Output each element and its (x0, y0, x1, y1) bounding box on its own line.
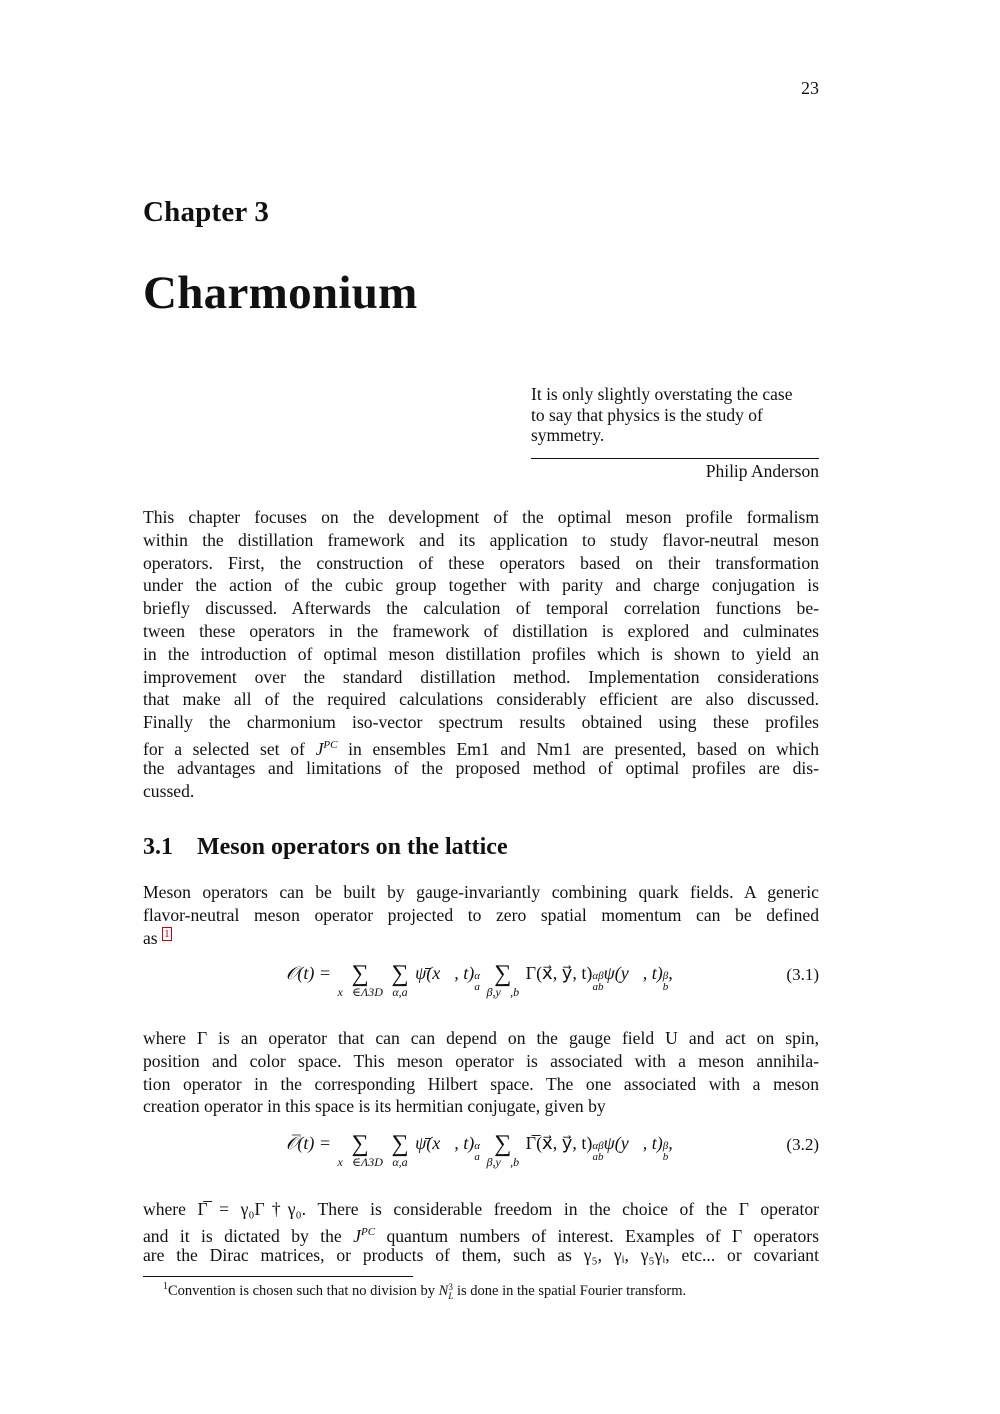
sum-symbol: ∑ α,a (391, 961, 409, 999)
section-title: Meson operators on the lattice (197, 834, 508, 860)
index-bottom: b (662, 981, 669, 993)
section-number: 3.1 (143, 834, 173, 860)
paragraph-line: for a selected set of $J^{PC}$ in ensembles Em1 and Nm1 are presented, based on which (143, 738, 820, 759)
epigraph-line: symmetry. (531, 425, 605, 445)
psibar-term: ψ̄(x⃗, t) (415, 963, 475, 983)
equation-body (286, 963, 673, 999)
footnote-mark: 1 (163, 1281, 168, 1292)
paragraph-line: the advantages and limitations of the proposed method of optimal profiles are dis- (143, 757, 819, 778)
paragraph-line: flavor-neutral meson operator projected to zero spatial momentum can be defined (143, 904, 819, 925)
index-top: αβ (592, 970, 604, 982)
index-top: α (474, 1140, 481, 1152)
index-bottom: b (662, 1151, 669, 1163)
paragraph-line: tion operator in the corresponding Hilbert space. The one associated with a meson (143, 1073, 819, 1094)
chapter-label: Chapter 3 (143, 196, 270, 228)
paragraph-line: improvement over the standard distillation method. Implementation considerations (143, 666, 819, 687)
paragraph-line: creation operator in this space is its hermitian conjugate, given by (143, 1096, 606, 1117)
footnote-text: Convention is chosen such that no division by N 3 L is done in the spatial Fourier transform. (168, 1281, 687, 1301)
section-heading (143, 834, 508, 861)
sum-symbol: ∑ β,y⃗,b (486, 1131, 520, 1169)
sum-subscript: α,a (392, 1155, 408, 1169)
sum-subscript: x⃗∈Λ3D (337, 985, 383, 999)
index-bottom: ab (592, 981, 604, 993)
index-bottom: a (474, 1151, 480, 1163)
page-number: 23 (801, 78, 819, 98)
sum-subscript: α,a (392, 985, 408, 999)
epigraph-rule (531, 458, 819, 459)
paragraph-line: Meson operators can be built by gauge-invariantly combining quark fields. A generic (143, 882, 819, 902)
epigraph-line: to say that physics is the study of (531, 404, 763, 425)
index-top: β (662, 970, 669, 982)
psi-term: ψ(y⃗, t) (603, 1133, 663, 1153)
index-stack (474, 971, 480, 993)
index-top: α (474, 970, 481, 982)
paragraph-line: operators. First, the construction of these operators based on their transformation (143, 552, 819, 573)
index-top: αβ (592, 1140, 604, 1152)
sum-symbol: ∑ α,a (391, 1131, 409, 1169)
index-top: β (662, 1140, 669, 1152)
equation-number: (3.1) (786, 965, 819, 984)
paragraph-text: as (143, 927, 158, 948)
psi-term: ψ(y⃗, t) (603, 963, 663, 983)
gamma-term: Γ̅(x⃗, y⃗, t) (525, 1133, 593, 1153)
paragraph-line: briefly discussed. Afterwards the calculation of temporal correlation functions be- (143, 598, 819, 619)
paragraph-line: in the introduction of optimal meson distillation profiles which is shown to yield an (143, 643, 819, 664)
sum-subscript: x⃗∈Λ3D (337, 1155, 383, 1169)
sum-symbol: ∑ β,y⃗,b (486, 961, 520, 999)
paragraph-line: that make all of the required calculations considerably efficient are also discussed. (143, 689, 819, 710)
equation-3-2 (143, 1133, 819, 1179)
meson-paragraph (143, 881, 819, 949)
paragraph-line: under the action of the cubic group together with parity and charge conjugation is (143, 575, 819, 596)
equation-tail: , (668, 963, 673, 983)
index-stack (474, 1141, 480, 1163)
equation-lhs: 𝒪(t) = (286, 963, 331, 983)
gamma-term: Γ(x⃗, y⃗, t) (525, 963, 593, 983)
paragraph-line: where Γ̅ = γ₀Γ†γ₀. There is considerable freedom in the choice of the Γ operator (143, 1199, 819, 1219)
equation-tail: , (668, 1133, 673, 1153)
index-bottom: ab (592, 1151, 604, 1163)
equation-lhs: 𝒪̅(t) = (286, 1133, 331, 1153)
sum-subscript: β,y⃗,b (486, 985, 520, 999)
paragraph-line: tween these operators in the framework of distillation is explored and culminates (143, 620, 819, 641)
paragraph-line (143, 927, 819, 950)
epigraph (531, 384, 819, 481)
footnote-rule (143, 1276, 413, 1277)
paragraph-line: cussed. (143, 780, 195, 801)
paragraph-line: position and color space. This meson operator is associated with a meson annihila- (143, 1050, 819, 1071)
epigraph-author: Philip Anderson (705, 460, 819, 481)
sum-subscript: β,y⃗,b (486, 1155, 520, 1169)
equation-number: (3.2) (786, 1135, 819, 1154)
equation-body (286, 1133, 673, 1169)
paragraph-line: within the distillation framework and its application to study flavor-neutral meson (143, 529, 819, 550)
paragraph-line: Finally the charmonium iso-vector spectrum results obtained using these profiles (143, 712, 819, 733)
index-stack (592, 971, 603, 993)
footnote-link[interactable]: 1 (164, 927, 170, 940)
chapter-title: Charmonium (143, 267, 418, 319)
psibar-term: ψ̄(x⃗, t) (415, 1133, 475, 1153)
sum-symbol: ∑ x⃗∈Λ3D (337, 961, 383, 999)
index-stack (592, 1141, 603, 1163)
epigraph-line: It is only slightly overstating the case (531, 384, 793, 404)
equation-3-1 (143, 963, 819, 1009)
paragraph-line: and it is dictated by the $J^{PC}$ quantum numbers of interest. Examples of Γ operators (143, 1225, 820, 1246)
paragraph-line: where Γ is an operator that can can depend on the gauge field U and act on spin, (143, 1028, 819, 1048)
paragraph-line: are the Dirac matrices, or products of them, such as γ₅, γᵢ, γ₅γᵢ, etc... or covariant (143, 1244, 819, 1265)
intro-paragraph (143, 506, 819, 802)
paragraph-line: This chapter focuses on the development of the optimal meson profile formalism (143, 507, 819, 527)
sum-symbol: ∑ x⃗∈Λ3D (337, 1131, 383, 1169)
index-bottom: a (474, 981, 480, 993)
after-equation-paragraph (143, 1027, 819, 1118)
footnote (163, 1281, 686, 1301)
after-equation-paragraph (143, 1198, 819, 1266)
